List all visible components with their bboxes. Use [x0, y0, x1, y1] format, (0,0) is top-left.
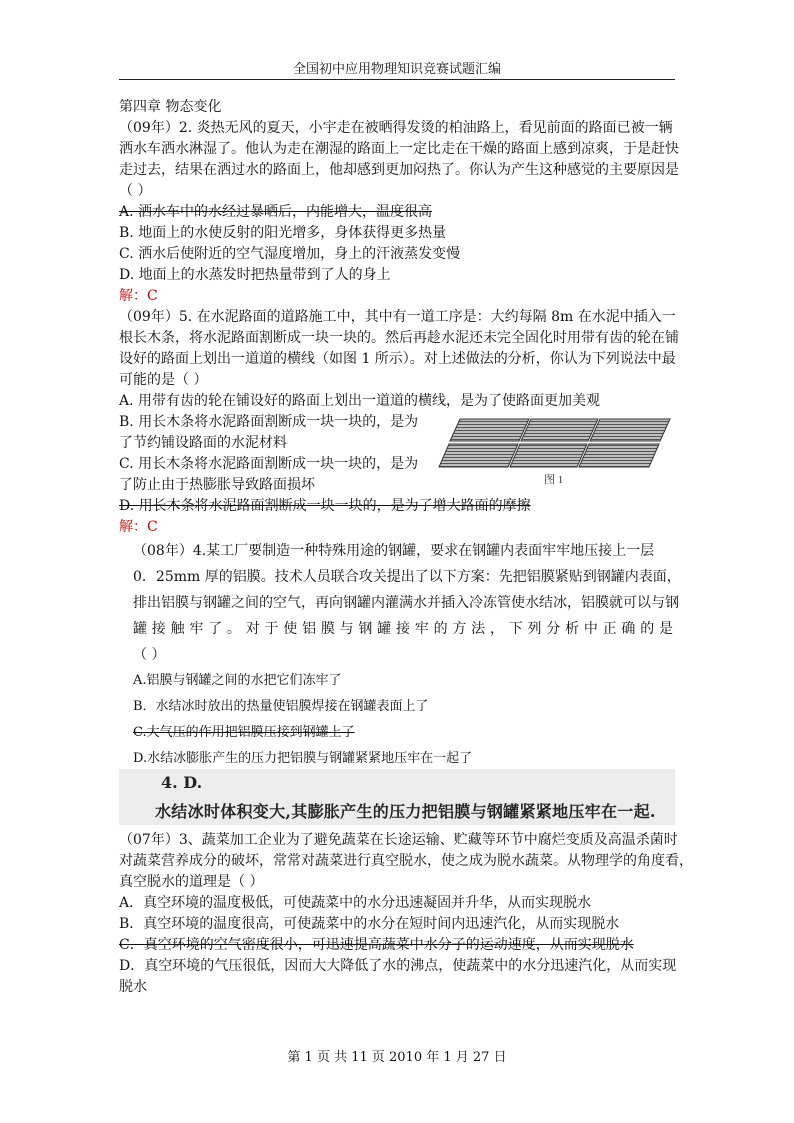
figure-label: 图 1 — [544, 474, 564, 486]
option-a: A．真空环境的温度极低，可使蔬菜中的水分迅速凝固并升华，从而实现脱水 — [119, 895, 592, 911]
question-text: 可能的是（ ） — [119, 372, 208, 388]
question-text: 洒水车洒水淋湿了。他认为走在潮湿的路面上一定比走在干燥的路面上感到凉爽，于是赶快 — [119, 141, 679, 157]
option-d: D.水结冰膨胀产生的压力把铝膜与钢罐紧紧地压牢在一起了 — [133, 751, 473, 766]
scanned-answer-label: 4. D. — [161, 773, 203, 792]
question-text: （09年）2. 炎热无风的夏天，小宇走在被晒得发烫的柏油路上，看见前面的路面已被一辆 — [119, 120, 673, 136]
option-b: B．水结冰时放出的热量使铝膜焊接在钢罐表面上了 — [133, 699, 429, 714]
answer: 解：C — [119, 519, 158, 535]
option-c: C. 洒水后使附近的空气湿度增加，身上的汗液蒸发变慢 — [119, 246, 461, 262]
option-d: D. 地面上的水蒸发时把热量带到了人的身上 — [119, 267, 391, 283]
option-b-cont: 了节约铺设路面的水泥材料 — [119, 435, 287, 451]
option-c-struck: C.大气压的作用把铝膜压接到钢罐上了 — [133, 725, 355, 740]
question-text: 真空脱水的道理是（ ） — [119, 874, 264, 890]
page-footer: 第 1 页 共 11 页 2010 年 1 月 27 日 — [287, 1050, 507, 1065]
question-1 — [119, 118, 679, 307]
question-text: 根长木条，将水泥路面割断成一块一块的。然后再趁水泥还未完全固化时用带有齿的轮在铺 — [119, 330, 679, 346]
option-a-struck: A. 洒水车中的水经过暴晒后，内能增大，温度很高 — [119, 204, 433, 220]
pavement-slab — [590, 419, 670, 441]
question-text: （09年）5. 在水泥路面的道路施工中，其中有一道工序是：大约每隔 8m 在水泥中插入一 — [119, 309, 676, 325]
option-a: A. 用带有齿的轮在铺设好的路面上划出一道道的横线，是为了使路面更加美观 — [119, 393, 601, 409]
question-text: （ ） — [133, 647, 166, 663]
question-text: （08年）4.某工厂要制造一种特殊用途的钢罐，要求在钢罐内表面牢牢地压接上一层 — [133, 543, 655, 559]
question-text: （ ） — [119, 183, 152, 199]
pavement-slab — [450, 419, 529, 441]
question-text: 排出铝膜与钢罐之间的空气，再向钢罐内灌满水并插入冷冻管使水结冰，铝膜就可以与钢 — [133, 595, 679, 611]
question-text: （07年）3、蔬菜加工企业为了避免蔬菜在长途运输、贮藏等环节中腐烂变质及高温杀菌时 — [119, 832, 678, 848]
pavement-slab — [510, 444, 587, 467]
option-c: C. 用长木条将水泥路面割断成一块一块的，是为 — [119, 456, 419, 472]
header-rule — [119, 79, 675, 80]
question-4 — [119, 830, 693, 998]
question-text: 0．25mm 厚的铝膜。技术人员联合攻关提出了以下方案：先把铝膜紧贴到钢罐内表面， — [133, 569, 681, 585]
option-a: A.铝膜与钢罐之间的水把它们冻牢了 — [133, 673, 342, 688]
pavement-slab — [439, 444, 518, 467]
page-header: 全国初中应用物理知识竞赛试题汇编 — [292, 62, 501, 77]
option-c-struck: C．真空环境的空气密度很小，可迅速提高蔬菜中水分子的运动速度，从而实现脱水 — [119, 937, 634, 953]
option-d: D．真空环境的气压很低，因而大大降低了水的沸点，使蔬菜中的水分迅速汽化，从而实现 — [119, 958, 677, 974]
scanned-answer — [119, 769, 675, 825]
pavement-slab — [521, 419, 598, 441]
figure-1-pavement — [432, 417, 677, 489]
option-d-cont: 脱水 — [119, 979, 147, 995]
option-b: B. 用长木条将水泥路面割断成一块一块的，是为 — [119, 414, 419, 430]
question-text: 对蔬菜营养成分的破坏，常常对蔬菜进行真空脱水，使之成为脱水蔬菜。从物理学的角度看， — [119, 853, 693, 869]
option-b: B. 地面上的水使反射的阳光增多，身体获得更多热量 — [119, 225, 447, 241]
question-text: 走过去，结果在洒过水的路面上，他却感到更加闷热了。你认为产生这种感觉的主要原因是 — [119, 162, 679, 178]
option-b: B．真空环境的温度很高，可使蔬菜中的水分在短时间内迅速汽化，从而实现脱水 — [119, 916, 620, 932]
option-c-cont: 了防止由于热膨胀导致路面损坏 — [119, 477, 315, 493]
question-text: 设好的路面上划出一道道的横线（如图 1 所示）。对上述做法的分析，你认为下列说法中最 — [119, 351, 676, 367]
question-text: 罐 接 触 牢 了 。 对 于 使 铝 膜 与 钢 罐 接 牢 的 方 法 ， 下 列 分 析 中 正 确 的 是 — [133, 621, 673, 637]
scanned-answer-text: 水结冰时体积变大,其膨胀产生的压力把铝膜与钢罐紧紧地压牢在一起. — [155, 802, 656, 821]
chapter-title: 第四章 物态变化 — [119, 99, 222, 115]
pavement-slab — [579, 444, 659, 467]
question-3 — [119, 538, 679, 772]
option-d-struck: D. 用长木条将水泥路面割断成一块一块的，是为了增大路面的摩擦 — [119, 498, 531, 514]
answer: 解：C — [119, 288, 158, 304]
